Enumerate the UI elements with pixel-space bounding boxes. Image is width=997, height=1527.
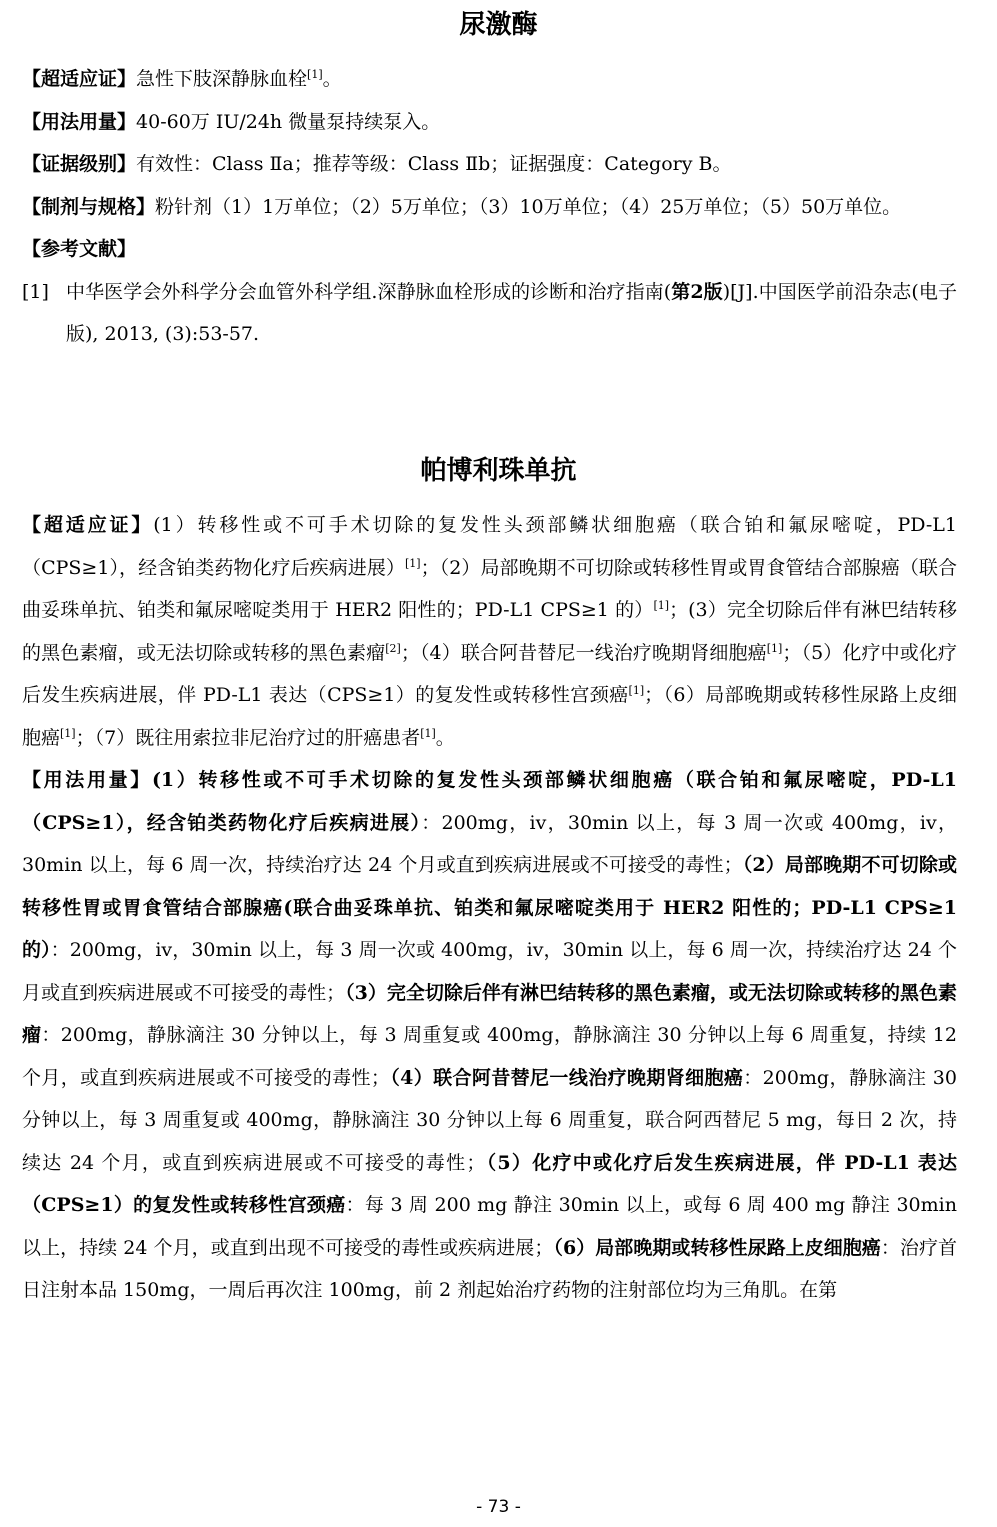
drug-title-urokinase: 尿激酶: [459, 10, 538, 40]
pembrolizumab-section: [22, 504, 957, 1312]
dosage-regimen: ：每 3 周 200 mg 静注 30min 以上，或每 6 周 400 mg 静注 30min 以上，持续 24 个月，或直到出现不可接受的毒性或疾病进展；: [22, 1194, 957, 1259]
citation-ref: [1]: [405, 556, 421, 570]
page-number: - 73 -: [476, 1497, 521, 1517]
urokinase-section: [22, 58, 957, 356]
dosage-indication: （2）局部晚期不可切除或转移性胃或胃食管结合部腺癌(联合曲妥珠单抗、铂类和氟尿嘧啶类用于 HER2 阳性的；PD-L1 CPS≥1 的）: [22, 854, 957, 961]
dosage: [22, 759, 957, 1312]
indication-text: 急性下肢深静脉血栓: [136, 68, 308, 90]
citation-ref: [1]: [60, 726, 76, 740]
ref-part: 中华医学会外科学分会血管外科学组.深静脉血栓形成的诊断和治疗指南(: [66, 280, 672, 303]
dosage-label: 【用法用量】: [22, 769, 152, 791]
citation-ref: [1]: [628, 684, 645, 697]
indication-label: 【超适应证】: [22, 514, 154, 536]
references-label: 【参考文献】: [22, 238, 137, 260]
citation-ref: [1]: [653, 599, 670, 612]
off-label-indication: [22, 504, 957, 759]
evidence-text: 有效性：Class Ⅱa；推荐等级：Class Ⅱb；证据强度：Category B。: [136, 153, 732, 175]
punct: 。: [322, 68, 342, 90]
ref-edition: 第2版: [671, 280, 723, 303]
reference-text: [66, 271, 957, 356]
indication-item: ；(3）完全切除后伴有淋巴结转移的黑色素瘤，或无法切除或转移的黑色素瘤: [22, 599, 957, 664]
reference-number: [1]: [22, 280, 49, 303]
references-heading: [22, 228, 957, 271]
dosage: [22, 101, 957, 144]
prep-label: 【制剂与规格】: [22, 195, 156, 218]
prep-text: 粉针剂（1）1万单位；（2）5万单位；（3）10万单位；（4）25万单位；（5）50万单位。: [155, 195, 902, 218]
dosage-label: 【用法用量】: [22, 110, 137, 133]
evidence-level: [22, 143, 957, 186]
preparation: [22, 186, 957, 229]
reference-item: [22, 271, 957, 356]
indication-item: ；（6）局部晚期或转移性尿路上皮细胞癌: [22, 684, 957, 749]
indication-item: ；（7）既往用索拉非尼治疗过的肝癌患者: [75, 726, 421, 749]
ref-part: )[J].中国医学前沿杂志(电子版), 2013, (3):53-57.: [66, 280, 957, 345]
dosage-regimen: ：200mg，静脉滴注 30 分钟以上，每 3 周重复或 400mg，静脉滴注 30 分钟以上每 6 周重复，联合阿西替尼 5 mg，每日 2 次，持续达 24 个月，或直到疾病进展或不可接受的毒性；: [22, 1066, 957, 1174]
dosage-indication: (1）转移性或不可手术切除的复发性头颈部鳞状细胞癌（联合铂和氟尿嘧啶，PD-L1（CPS≥1），经含铂类药物化疗后疾病进展）: [22, 769, 957, 834]
indication-item: ；（5）化疗中或化疗后发生疾病进展，伴 PD-L1 表达（CPS≥1）的复发性或转移性宫颈癌: [22, 641, 958, 706]
dosage-regimen: ：200mg，静脉滴注 30 分钟以上，每 3 周重复或 400mg，静脉滴注 30 分钟以上每 6 周重复，持续 12 个月，或直到疾病进展或不可接受的毒性；: [22, 1024, 957, 1089]
drug-title-pembrolizumab: 帕博利珠单抗: [420, 456, 577, 486]
dosage-indication: （4）联合阿昔替尼一线治疗晚期肾细胞癌: [389, 1066, 744, 1089]
punct: 。: [435, 726, 455, 749]
dosage-indication: （5）化疗中或化疗后发生疾病进展，伴 PD-L1 表达（CPS≥1）的复发性或转移性宫颈癌: [22, 1151, 957, 1216]
citation-ref: [2]: [385, 641, 401, 655]
dosage-regimen: ：治疗首日注射本品 150mg，一周后再次注 100mg，前 2 剂起始治疗药物的注射部位均为三角肌。在第: [22, 1236, 957, 1301]
evidence-label: 【证据级别】: [22, 153, 137, 175]
dosage-indication: （6）局部晚期或转移性尿路上皮细胞癌: [553, 1236, 881, 1259]
off-label-indication: [22, 58, 957, 101]
indication-item: ；（4）联合阿昔替尼一线治疗晚期肾细胞癌: [400, 641, 767, 664]
indication-item: (1）转移性或不可手术切除的复发性头颈部鳞状细胞癌（联合铂和氟尿嘧啶，PD-L1（CPS≥1），经含铂类药物化疗后疾病进展）: [22, 514, 957, 579]
citation-ref: [1]: [766, 641, 783, 655]
indication-item: ；（2）局部晚期不可切除或转移性胃或胃食管结合部腺癌（联合曲妥珠单抗、铂类和氟尿嘧啶类用于 HER2 阳性的；PD-L1 CPS≥1 的）: [22, 556, 957, 621]
dosage-indication: （3）完全切除后伴有淋巴结转移的黑色素瘤，或无法切除或转移的黑色素瘤: [22, 981, 957, 1046]
dosage-text: 40-60万 IU/24h 微量泵持续泵入。: [136, 110, 441, 133]
dosage-regimen: ：200mg，iv，30min 以上，每 3 周一次或 400mg，iv，30min 以上，每 6 周一次，持续治疗达 24 个月或直到疾病进展或不可接受的毒性；: [22, 811, 958, 876]
citation-ref: [1]: [307, 68, 323, 81]
dosage-regimen: ：200mg，iv，30min 以上，每 3 周一次或 400mg，iv，30min 以上，每 6 周一次，持续治疗达 24 个月或直到疾病进展或不可接受的毒性；: [22, 939, 957, 1004]
indication-label: 【超适应证】: [22, 68, 137, 90]
citation-ref: [1]: [420, 726, 436, 740]
